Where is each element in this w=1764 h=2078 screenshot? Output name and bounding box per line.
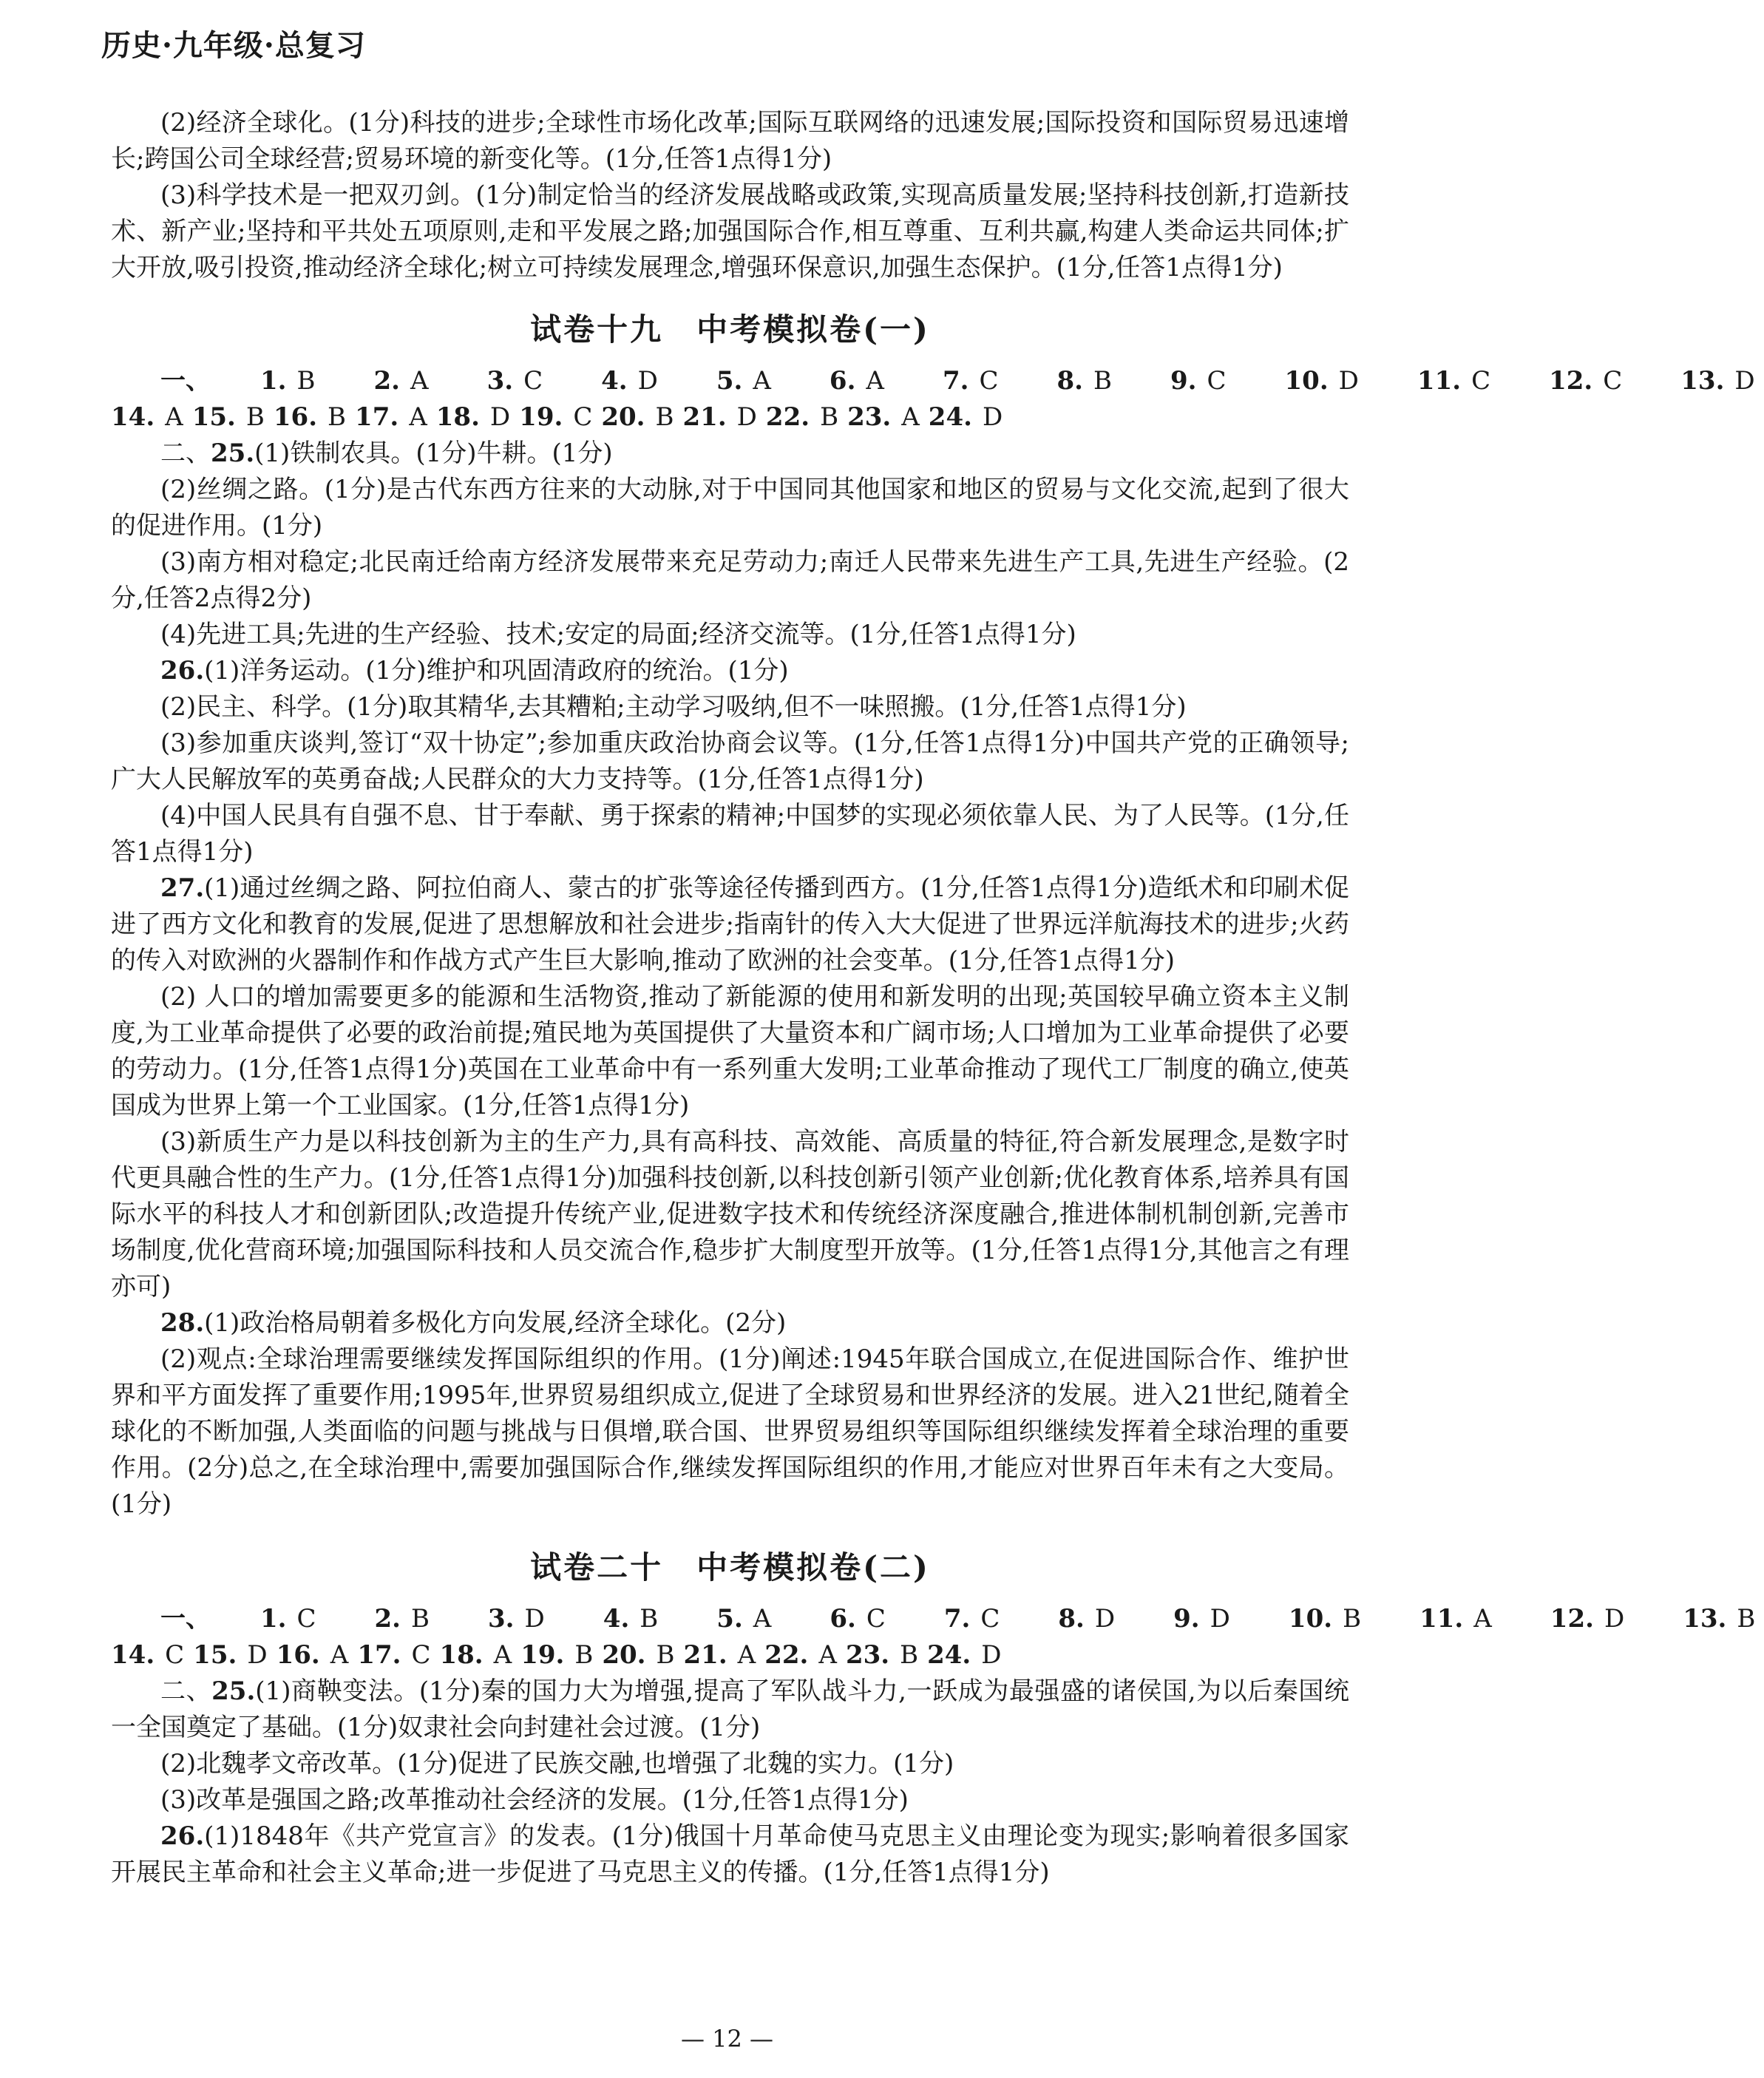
- paper-19-choice-row-1: [111, 363, 1755, 399]
- choice-answer: [436, 399, 510, 436]
- choice-answer: [193, 1637, 267, 1673]
- section-one-label: 一、: [160, 1604, 211, 1634]
- question-number: 25.: [211, 1676, 256, 1706]
- choice-letter: C: [165, 1640, 185, 1670]
- choice-answer: [211, 1601, 316, 1637]
- choice-letter: A: [409, 402, 427, 432]
- choice-answer: [895, 1601, 1000, 1637]
- choice-answer: [766, 399, 838, 436]
- paper-20-choice-row-1: [111, 1601, 1756, 1637]
- choice-answer: [520, 1637, 593, 1673]
- question-number: 27.: [160, 873, 205, 903]
- choice-number: 22.: [765, 402, 810, 432]
- choice-letter: C: [1603, 366, 1623, 396]
- choice-answer: [1370, 1601, 1492, 1637]
- paper-19-q26-part4: (4)中国人民具有自强不息、甘于奉献、勇于探索的精神;中国梦的实现必须依靠人民、为了人民等。(1分,任答1点得1分): [111, 801, 1349, 867]
- choice-number: 19.: [520, 1640, 565, 1670]
- choice-letter: A: [165, 402, 183, 432]
- choice-letter: C: [1207, 366, 1227, 396]
- choice-answer: [846, 1637, 918, 1673]
- choice-answer: [847, 399, 920, 436]
- choice-answer: [1235, 363, 1359, 399]
- choice-answer: [1631, 363, 1754, 399]
- paper-19-q26-part2: (2)民主、科学。(1分)取其精华,去其糟粕;主动学习吸纳,但不一味照搬。(1分,任答1点得1分): [160, 692, 1187, 722]
- choice-answer: [667, 1601, 771, 1637]
- choice-number: 21.: [682, 402, 727, 432]
- choice-answer: [780, 1601, 886, 1637]
- choice-answer: [667, 363, 771, 399]
- page-number: — 12 —: [680, 2025, 774, 2053]
- answer-text: (1)商鞅变法。(1分)秦的国力大为增强,提高了军队战斗力,一跃成为最强盛的诸侯国,为以后秦国统一全国奠定了基础。(1分)奴隶社会向封建社会过渡。(1分): [111, 1676, 1349, 1742]
- choice-answer: [684, 1637, 756, 1673]
- choice-answer: [1007, 363, 1112, 399]
- choice-answer: [554, 1601, 659, 1637]
- paper-19-q26-part3: (3)参加重庆谈判,签订“双十协定”;参加重庆政治协商会议等。(1分,任答1点得1分)中国共产党的正确领导;广大人民解放军的英勇奋战;人民群众的大力支持等。(1分,任答1点得1分): [111, 728, 1349, 794]
- choice-answer: [893, 363, 999, 399]
- choice-letter: B: [820, 402, 839, 432]
- question-number: 28.: [160, 1308, 205, 1338]
- paper-19-q27-part2: (2) 人口的增加需要更多的能源和生活物资,推动了新能源的使用和新发明的出现;英国较早确立资本主义制度,为工业革命提供了必要的政治前提;殖民地为英国提供了大量资本和广阔市场;人口增加为工业革命提供了必要的劳动力。(1分,任答1点得1分)英国在工业革命中有一系列重大发明;工业革命推动了现代工厂制度的确立,使英国成为世界上第一个工业国家。(1分,任答1点得1分): [111, 982, 1349, 1120]
- paper-19-choice-row-2: [111, 399, 1349, 436]
- choice-answer: [1633, 1601, 1755, 1637]
- choice-number: 9.: [1173, 1604, 1200, 1634]
- choice-answer: [357, 1637, 430, 1673]
- choice-answer: [1368, 363, 1490, 399]
- choice-number: 23.: [847, 402, 892, 432]
- choice-number: 8.: [1056, 366, 1083, 396]
- choice-letter: B: [1737, 1604, 1756, 1634]
- choice-number: 18.: [435, 402, 480, 432]
- choice-answer: [1124, 1601, 1230, 1637]
- choice-answer: [929, 399, 1003, 436]
- choice-letter: D: [1210, 1604, 1230, 1634]
- choice-answer: [277, 1637, 349, 1673]
- choice-number: 1.: [260, 366, 287, 396]
- paper-20-q26-part1: [111, 1818, 1349, 1891]
- choice-letter: B: [640, 1604, 659, 1634]
- choice-number: 14.: [111, 402, 155, 432]
- paper-19-q25-part1: [111, 436, 1349, 472]
- choice-number: 20.: [601, 402, 645, 432]
- choice-answer: [211, 363, 316, 399]
- choice-letter: D: [1604, 1604, 1625, 1634]
- paper-19-q26-part1: [111, 653, 1349, 689]
- choice-answer: [683, 399, 757, 436]
- choice-letter: A: [753, 366, 771, 396]
- choice-number: 18.: [439, 1640, 484, 1670]
- paper-19-q28-part2: (2)观点:全球治理需要继续发挥国际组织的作用。(1分)阐述:1945年联合国成立,在促进国际合作、维护世界和平方面发挥了重要作用;1995年,世界贸易组织成立,促进了全球贸易和世界经济的发展。进入21世纪,随着全球化的不断加强,人类面临的问题与挑战与日俱增,联合国、世界贸易组织等国际组织继续发挥着全球治理的重要作用。(2分)总之,在全球治理中,需要加强国际合作,继续发挥国际组织的作用,才能应对世界百年未有之大变局。(1分): [111, 1344, 1349, 1519]
- choice-number: 19.: [519, 402, 563, 432]
- choice-number: 3.: [486, 366, 514, 396]
- choice-answer: [1008, 1601, 1115, 1637]
- answer-text: (1)铁制农具。(1分)牛耕。(1分): [254, 439, 613, 468]
- paper-20-q25-part2: (2)北魏孝文帝改革。(1分)促进了民族交融,也增强了北魏的实力。(1分): [160, 1749, 954, 1779]
- carryover-answer-2: (2)经济全球化。(1分)科技的进步;全球性市场化改革;国际互联网络的迅速发展;国际投资和国际贸易迅速增长;跨国公司全球经营;贸易环境的新变化等。(1分,任答1点得1分): [111, 108, 1349, 174]
- choice-letter: C: [296, 1604, 316, 1634]
- choice-answer: [325, 363, 429, 399]
- question-number: 26.: [160, 1821, 205, 1851]
- choice-letter: D: [247, 1640, 268, 1670]
- choice-letter: B: [574, 1640, 594, 1670]
- choice-answer: [519, 399, 592, 436]
- choice-letter: C: [411, 1640, 431, 1670]
- choice-number: 7.: [942, 366, 969, 396]
- section-two-label: 二、: [160, 439, 211, 468]
- paper-20-title: 试卷二十 中考模拟卷(二): [530, 1549, 930, 1585]
- choice-number: 24.: [927, 1640, 971, 1670]
- choice-letter: B: [328, 402, 347, 432]
- choice-letter: D: [524, 1604, 545, 1634]
- choice-answer: [355, 399, 427, 436]
- choice-number: 13.: [1683, 1604, 1727, 1634]
- paper-20-q25-part3: (3)改革是强国之路;改革推动社会经济的发展。(1分,任答1点得1分): [160, 1785, 909, 1815]
- choice-letter: B: [296, 366, 316, 396]
- choice-letter: B: [1093, 366, 1112, 396]
- paper-20-choice-row-2: [111, 1637, 1349, 1673]
- choice-number: 17.: [355, 402, 399, 432]
- choice-letter: B: [245, 402, 265, 432]
- choice-number: 24.: [928, 402, 972, 432]
- choice-answer: [192, 399, 265, 436]
- question-number: 25.: [211, 439, 255, 468]
- choice-letter: D: [736, 402, 757, 432]
- paper-19-q25-part4: (4)先进工具;先进的生产经验、技术;安定的局面;经济交流等。(1分,任答1点得1分): [160, 620, 1076, 649]
- choice-number: 4.: [601, 366, 628, 396]
- choice-number: 2.: [374, 1604, 401, 1634]
- choice-answer: [438, 363, 543, 399]
- choice-answers: [211, 366, 1764, 396]
- choice-answer: [1499, 363, 1622, 399]
- choice-letter: C: [979, 366, 999, 396]
- paper-19-title: 试卷十九 中考模拟卷(一): [530, 311, 930, 348]
- answer-text: (1)通过丝绸之路、阿拉伯商人、蒙古的扩张等途径传播到西方。(1分,任答1点得1分)造纸术和印刷术促进了西方文化和教育的发展,促进了思想解放和社会进步;指南针的传入大大促进了世界远洋航海技术的进步;火药的传入对欧洲的火器制作和作战方式产生巨大影响,推动了欧洲的社会变革。(1分,任答1点得1分): [111, 873, 1349, 975]
- choice-answers: [211, 1604, 1764, 1634]
- choice-answers: [111, 1640, 1011, 1670]
- choice-number: 11.: [1417, 366, 1462, 396]
- choice-letter: C: [523, 366, 543, 396]
- choice-letter: A: [866, 366, 884, 396]
- choice-letter: D: [1734, 366, 1755, 396]
- choice-answers: [111, 402, 1011, 432]
- choice-letter: B: [411, 1604, 430, 1634]
- choice-letter: A: [410, 366, 429, 396]
- choice-answer: [1121, 363, 1227, 399]
- question-number: 26.: [160, 656, 205, 686]
- choice-letter: C: [573, 402, 593, 432]
- choice-number: 3.: [488, 1604, 515, 1634]
- choice-number: 14.: [111, 1640, 155, 1670]
- choice-letter: D: [637, 366, 658, 396]
- section-two-label: 二、: [160, 1676, 212, 1706]
- answer-text: (1)洋务运动。(1分)维护和巩固清政府的统治。(1分): [204, 656, 789, 686]
- choice-number: 5.: [716, 366, 743, 396]
- choice-answer: [601, 399, 674, 436]
- choice-number: 10.: [1288, 1604, 1333, 1634]
- choice-answer: [927, 1637, 1001, 1673]
- choice-letter: D: [1094, 1604, 1116, 1634]
- choice-letter: A: [330, 1640, 349, 1670]
- choice-letter: B: [1343, 1604, 1362, 1634]
- choice-number: 12.: [1549, 366, 1593, 396]
- paper-19-q25-part3: (3)南方相对稳定;北民南迁给南方经济发展带来充足劳动力;南迁人民带来先进生产工具,先进生产经验。(2分,任答2点得2分): [111, 547, 1349, 613]
- choice-number: 22.: [764, 1640, 809, 1670]
- choice-letter: A: [493, 1640, 512, 1670]
- running-title: 历史·九年级·总复习: [101, 28, 366, 63]
- choice-number: 15.: [193, 1640, 237, 1670]
- page-body: [111, 105, 1756, 1891]
- choice-number: 10.: [1284, 366, 1329, 396]
- choice-number: 1.: [260, 1604, 287, 1634]
- choice-number: 2.: [373, 366, 400, 396]
- choice-number: 23.: [845, 1640, 890, 1670]
- choice-letter: C: [980, 1604, 1000, 1634]
- paper-19-q27-part3: (3)新质生产力是以科技创新为主的生产力,具有高科技、高效能、高质量的特征,符合新发展理念,是数字时代更具融合性的生产力。(1分,任答1点得1分)加强科技创新,以科技创新引领产业创新;优化教育体系,培养具有国际水平的科技人才和创新团队;改造提升传统产业,促进数字技术和传统经济深度融合,推进体制机制创新,完善市场制度,优化营商环境;加强国际科技和人员交流合作,稳步扩大制度型开放等。(1分,任答1点得1分,其他言之有理亦可): [111, 1127, 1349, 1302]
- choice-number: 6.: [830, 1604, 856, 1634]
- choice-letter: D: [981, 1640, 1002, 1670]
- choice-number: 8.: [1058, 1604, 1085, 1634]
- choice-letter: A: [901, 402, 920, 432]
- choice-letter: B: [655, 402, 674, 432]
- choice-letter: A: [818, 1640, 837, 1670]
- choice-number: 6.: [829, 366, 856, 396]
- choice-number: 20.: [602, 1640, 646, 1670]
- choice-number: 5.: [716, 1604, 743, 1634]
- choice-answer: [111, 399, 183, 436]
- choice-answer: [111, 1637, 184, 1673]
- choice-number: 16.: [276, 1640, 320, 1670]
- choice-number: 17.: [357, 1640, 401, 1670]
- choice-number: 21.: [683, 1640, 727, 1670]
- choice-answer: [764, 1637, 837, 1673]
- choice-letter: C: [866, 1604, 886, 1634]
- choice-letter: B: [656, 1640, 675, 1670]
- choice-number: 4.: [603, 1604, 630, 1634]
- choice-letter: D: [1338, 366, 1359, 396]
- choice-letter: C: [1471, 366, 1491, 396]
- choice-answer: [1239, 1601, 1361, 1637]
- paper-19-q28-part1: [111, 1305, 1349, 1341]
- section-one-label: 一、: [160, 366, 211, 396]
- choice-letter: B: [900, 1640, 919, 1670]
- choice-answer: [439, 1637, 512, 1673]
- choice-answer: [325, 1601, 430, 1637]
- choice-answer: [274, 399, 346, 436]
- choice-number: 12.: [1550, 1604, 1594, 1634]
- choice-answer: [780, 363, 884, 399]
- choice-letter: A: [737, 1640, 756, 1670]
- choice-letter: D: [982, 402, 1003, 432]
- answer-text: (1)1848年《共产党宣言》的发表。(1分)俄国十月革命使马克思主义由理论变为现实;影响着很多国家开展民主革命和社会主义革命;进一步促进了马克思主义的传播。(1分,任答1点得1分): [111, 1821, 1349, 1887]
- choice-answer: [552, 363, 658, 399]
- choice-number: 16.: [273, 402, 318, 432]
- choice-number: 9.: [1170, 366, 1197, 396]
- choice-number: 7.: [943, 1604, 971, 1634]
- choice-answer: [1501, 1601, 1624, 1637]
- paper-20-q25-part1: [111, 1673, 1349, 1746]
- paper-19-q27-part1: [111, 870, 1349, 979]
- choice-number: 11.: [1419, 1604, 1464, 1634]
- choice-answer: [438, 1601, 545, 1637]
- answer-text: (1)政治格局朝着多极化方向发展,经济全球化。(2分): [204, 1308, 787, 1338]
- choice-answer: [602, 1637, 674, 1673]
- paper-19-q25-part2: (2)丝绸之路。(1分)是古代东西方往来的大动脉,对于中国同其他国家和地区的贸易与文化交流,起到了很大的促进作用。(1分): [111, 475, 1349, 541]
- choice-letter: D: [489, 402, 511, 432]
- choice-number: 13.: [1680, 366, 1725, 396]
- choice-number: 15.: [191, 402, 236, 432]
- carryover-answer-3: (3)科学技术是一把双刃剑。(1分)制定恰当的经济发展战略或政策,实现高质量发展;坚持科技创新,打造新技术、新产业;坚持和平共处五项原则,走和平发展之路;加强国际合作,相互尊重、互利共赢,构建人类命运共同体;扩大开放,吸引投资,推动经济全球化;树立可持续发展理念,增强环保意识,加强生态保护。(1分,任答1点得1分): [111, 180, 1349, 282]
- choice-letter: A: [1473, 1604, 1492, 1634]
- choice-letter: A: [753, 1604, 772, 1634]
